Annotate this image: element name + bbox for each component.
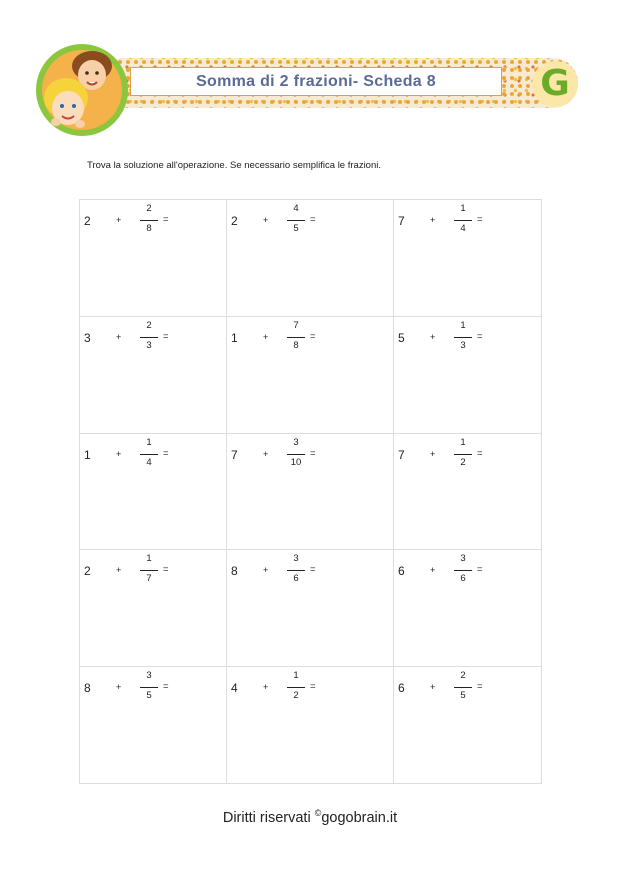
equals-sign: = [163, 681, 169, 693]
fraction-bar [287, 454, 305, 455]
instructions: Trova la soluzione all'operazione. Se necessario semplifica le frazioni. [87, 160, 381, 171]
whole-number: 4 [231, 681, 238, 696]
footer [0, 808, 620, 826]
exercise-cell[interactable] [227, 550, 394, 667]
numerator: 2 [460, 670, 466, 682]
denominator: 2 [293, 690, 299, 702]
plus-sign: + [263, 331, 269, 342]
plus-sign: + [263, 448, 269, 459]
numerator: 1 [293, 670, 299, 682]
title-box [130, 67, 502, 96]
equals-sign: = [310, 214, 316, 225]
whole-number: 3 [84, 330, 91, 345]
denominator: 3 [460, 339, 466, 351]
plus-sign: + [263, 565, 269, 576]
numerator: 4 [293, 203, 299, 214]
fraction-sum [231, 437, 331, 475]
numerator: 2 [146, 203, 152, 214]
equals-sign: = [310, 447, 316, 459]
kids-logo-icon [34, 42, 130, 138]
numerator: 1 [146, 436, 152, 448]
fraction-sum [84, 670, 184, 708]
fraction-bar [287, 337, 305, 338]
numerator: 3 [460, 553, 466, 565]
numerator: 1 [146, 553, 152, 565]
fraction-sum [398, 203, 498, 241]
fraction-sum [231, 203, 331, 241]
whole-number: 6 [398, 564, 405, 579]
fraction-bar [140, 687, 158, 688]
brand-badge [532, 61, 578, 107]
exercise-cell[interactable] [227, 317, 394, 434]
fraction-sum [231, 320, 331, 358]
fraction-bar [140, 220, 158, 221]
fraction-bar [454, 687, 472, 688]
numerator: 7 [293, 319, 299, 331]
whole-number: 1 [84, 447, 91, 462]
denominator: 5 [460, 690, 466, 702]
plus-sign: + [430, 682, 436, 693]
whole-number: 2 [84, 214, 91, 228]
fraction-sum [84, 203, 184, 241]
exercise-cell[interactable] [394, 667, 542, 784]
plus-sign: + [116, 331, 122, 342]
fraction-sum [398, 437, 498, 475]
fraction-bar [287, 687, 305, 688]
numerator: 3 [293, 436, 299, 448]
denominator: 2 [460, 456, 466, 468]
exercise-cell[interactable] [394, 434, 542, 551]
numerator: 3 [293, 553, 299, 565]
fraction-sum [231, 670, 331, 708]
exercise-grid [79, 199, 542, 784]
numerator: 1 [460, 436, 466, 448]
numerator: 2 [146, 319, 152, 331]
footer-prefix: Diritti riservati [222, 809, 315, 826]
exercise-cell[interactable] [80, 550, 227, 667]
page-title: Somma di 2 frazioni- Scheda 8 [196, 72, 436, 90]
exercise-cell[interactable] [394, 317, 542, 434]
fraction-bar [287, 220, 305, 221]
plus-sign: + [263, 682, 269, 693]
footer-site: gogobrain.it [321, 809, 398, 826]
whole-number: 7 [398, 447, 405, 462]
fraction-sum [231, 553, 331, 591]
exercise-cell[interactable] [227, 200, 394, 317]
exercise-cell[interactable] [80, 200, 227, 317]
whole-number: 7 [231, 447, 238, 462]
denominator: 4 [146, 456, 152, 468]
plus-sign: + [116, 682, 122, 693]
fraction-bar [454, 570, 472, 571]
equals-sign: = [163, 214, 169, 225]
brand-letter: G [540, 63, 570, 104]
denominator: 10 [290, 456, 302, 468]
fraction-bar [140, 337, 158, 338]
fraction-sum [84, 553, 184, 591]
fraction-bar [454, 454, 472, 455]
equals-sign: = [477, 330, 483, 342]
plus-sign: + [430, 565, 436, 576]
equals-sign: = [163, 564, 169, 576]
exercise-cell[interactable] [80, 434, 227, 551]
plus-sign: + [430, 448, 436, 459]
denominator: 8 [146, 223, 152, 234]
denominator: 6 [460, 573, 466, 585]
whole-number: 2 [84, 564, 91, 579]
exercise-cell[interactable] [394, 550, 542, 667]
fraction-bar [140, 454, 158, 455]
fraction-sum [398, 320, 498, 358]
denominator: 4 [460, 223, 466, 234]
plus-sign: + [430, 331, 436, 342]
copyright-symbol: © [314, 808, 322, 818]
fraction-sum [84, 320, 184, 358]
fraction-bar [454, 337, 472, 338]
whole-number: 8 [231, 564, 238, 579]
plus-sign: + [430, 215, 436, 225]
fraction-bar [140, 570, 158, 571]
equals-sign: = [310, 681, 316, 693]
denominator: 5 [293, 223, 299, 234]
numerator: 1 [460, 203, 466, 214]
equals-sign: = [477, 564, 483, 576]
whole-number: 2 [231, 214, 238, 228]
plus-sign: + [263, 215, 269, 225]
equals-sign: = [163, 330, 169, 342]
exercise-cell[interactable] [227, 667, 394, 784]
fraction-bar [454, 220, 472, 221]
fraction-sum [398, 553, 498, 591]
plus-sign: + [116, 215, 122, 225]
whole-number: 7 [398, 214, 405, 228]
exercise-cell[interactable] [394, 200, 542, 317]
whole-number: 1 [231, 330, 238, 345]
denominator: 3 [146, 339, 152, 351]
whole-number: 6 [398, 681, 405, 696]
plus-sign: + [116, 448, 122, 459]
denominator: 7 [146, 573, 152, 585]
plus-sign: + [116, 565, 122, 576]
fraction-sum [398, 670, 498, 708]
equals-sign: = [310, 564, 316, 576]
numerator: 3 [146, 670, 152, 682]
fraction-bar [287, 570, 305, 571]
denominator: 8 [293, 339, 299, 351]
equals-sign: = [477, 214, 483, 225]
exercise-cell[interactable] [80, 317, 227, 434]
exercise-cell[interactable] [80, 667, 227, 784]
whole-number: 5 [398, 330, 405, 345]
equals-sign: = [310, 330, 316, 342]
equals-sign: = [477, 447, 483, 459]
equals-sign: = [477, 681, 483, 693]
numerator: 1 [460, 319, 466, 331]
denominator: 5 [146, 690, 152, 702]
whole-number: 8 [84, 681, 91, 696]
equals-sign: = [163, 447, 169, 459]
exercise-cell[interactable] [227, 434, 394, 551]
denominator: 6 [293, 573, 299, 585]
fraction-sum [84, 437, 184, 475]
